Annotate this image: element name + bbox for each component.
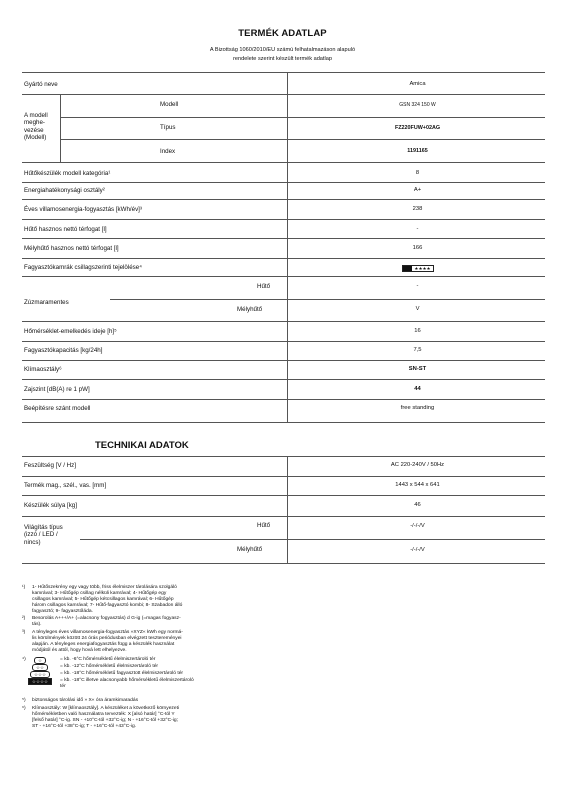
model-subdivider (60, 94, 61, 162)
voltage-value: AC 220-240V / 50Hz (390, 462, 445, 468)
annual-energy-value: 238 (412, 206, 423, 212)
footnote-5-mark: ⁵) (22, 698, 26, 703)
row-divider (22, 495, 545, 496)
row-divider (22, 276, 545, 277)
two-star-icon: ☆☆ (32, 664, 48, 671)
freezing-capacity-label: Fagyasztókapacitás [kg/24h] (24, 347, 103, 354)
fridge-net-value: - (416, 226, 419, 232)
fridge-net-label: Hűtő hasznos nettó térfogat [l] (24, 226, 107, 233)
category-value: 8 (415, 170, 420, 176)
footnote-4-line-2: = kb. -12°C hőmérsékletű élelmiszertároló tér (60, 664, 159, 669)
tech-title: TECHNIKAI ADATOK (95, 440, 189, 451)
annual-energy-label: Éves villamosenergia-fogyasztás [kWh/év]³ (24, 206, 142, 213)
footnote-1: 1- Hűtőszekrény egy vagy több, friss élelmiszer tárolására szolgáló kamrával; 3- Hűtőgép csillag nélküli kamrával; 4- Hűtőgép egy csillagos kamrával; 5- Hűtőgép kétcsillagos kamrával; 6- Hűtőgép három csillagos kamrával; 7- Hűtő-fagyasztó kombi; 8- Szabadon álló fagyasztó; 9- fagyasztóláda. (32, 585, 183, 615)
column-divider (287, 456, 288, 563)
noise-label: Zajszint [dB(A) re 1 pW] (24, 386, 90, 393)
nofrost-freezer-label: Mélyhűtő (237, 306, 263, 313)
row-divider (22, 238, 545, 239)
lighting-fridge-value: -/-/-/V (410, 523, 425, 529)
freezer-net-value: 166 (412, 245, 423, 251)
row-divider (110, 299, 545, 300)
nofrost-fridge-label: Hűtő (257, 283, 271, 290)
type-value: FZ220FUW+02AG (394, 125, 441, 131)
row-divider (22, 162, 545, 163)
row-divider (22, 341, 545, 342)
voltage-label: Feszültség [V / Hz] (24, 462, 76, 469)
one-star-icon: ☆ (34, 657, 46, 664)
freezing-capacity-value: 7,5 (413, 347, 422, 353)
dimensions-label: Termék mag., szél., vas. [mm] (24, 482, 107, 489)
nofrost-label: Zúzmaramentes (24, 299, 69, 306)
footnote-2: Besorolás A+++/A+ (=alacsony fogyasztás) d G-ig (=magas fogyasz- tás). (32, 616, 181, 628)
footnote-3-mark: ³) (22, 630, 26, 635)
star-rating-label: Fagyasztókamrák csillagszerinti tejelölése⁴ (24, 264, 142, 271)
dimensions-value: 1443 x 544 x 641 (395, 482, 440, 488)
climate-class-value: SN-ST (408, 366, 427, 372)
row-divider (22, 563, 545, 564)
row-divider (22, 182, 545, 183)
lighting-fridge-label: Hűtő (257, 522, 271, 529)
nofrost-freezer-value: V (415, 306, 420, 312)
row-divider (60, 117, 545, 118)
energy-class-label: Energiahatékonysági osztály² (24, 187, 105, 194)
category-label: Hűtőkészülék modell kategória¹ (24, 170, 111, 177)
row-divider (80, 539, 545, 540)
footnote-3: A tényleges éves villamosenergia-fogyasztás »XYZ« kWh egy normá- lis körülmények között 24 órás periódusban elvégzett tesztereményei alapján. A tényleges energiafogyasztás függ a készülék használat módjától és attól, hogy hová lett elhelyezve. (32, 630, 183, 654)
lighting-label: Világítás típus (izzó / LED / nincs) (24, 524, 63, 546)
row-divider (22, 321, 545, 322)
footnote-1-mark: ¹) (22, 585, 26, 590)
row-divider (22, 516, 545, 517)
index-value: 1191165 (407, 148, 428, 154)
lighting-freezer-label: Mélyhűtő (237, 546, 263, 553)
row-divider (22, 199, 545, 200)
builtin-value: free standing (400, 405, 435, 411)
star-rating-icon (402, 265, 434, 272)
temp-rise-label: Hőmérséklet-emelkedés ideje [h]⁵ (24, 328, 117, 335)
footnote-4-mark: ⁴) (22, 657, 26, 662)
footnote-5: biztonságos tárolási idő » X« óra áramkimaradás (32, 698, 139, 703)
star-rating-value: ★★★★ (414, 266, 431, 271)
row-divider (60, 139, 545, 140)
weight-value: 46 (414, 502, 421, 508)
four-star-icon: ☆☆☆☆ (28, 678, 52, 685)
noise-value: 44 (414, 386, 421, 392)
type-label: Típus (160, 124, 176, 131)
footnote-4-line-1: = kb. -6°C hőmérsékletű élelmiszertároló tér (60, 657, 156, 662)
row-divider (22, 476, 545, 477)
row-divider (22, 456, 545, 457)
footnote-4-line-3: = kb. -18°C hőmérsékletű fagyasztott élelmiszertároló tér (60, 671, 184, 676)
footnote-6: Klímaosztály: W [klímaosztály]. A készüléket a következő környezeti hőmérsékletben való használatra tervezték: X [alsó határ] °C-tól Y [felső határ] °C-ig. SN - +10°C-tól +32°C-ig; N - +16°C-tól +32°C-ig; ST - +16°C-tól +38°C-ig; T - +16°C-tól +43°C-ig. (32, 706, 180, 730)
row-divider (22, 258, 545, 259)
manufacturer-label: Gyártó neve (24, 81, 58, 88)
row-divider (22, 399, 545, 400)
row-divider (22, 360, 545, 361)
manufacturer-value: Amica (409, 81, 426, 87)
model-label: Modell (160, 101, 179, 108)
footnote-6-mark: ⁶) (22, 706, 26, 711)
footnote-2-mark: ²) (22, 616, 26, 621)
row-divider (22, 72, 545, 73)
model-value: GSN 324 150 W (399, 102, 436, 108)
energy-class-value: A+ (413, 187, 422, 193)
row-divider (22, 94, 545, 95)
index-label: Index (160, 148, 176, 155)
builtin-label: Beépítésre szánt modell (24, 405, 91, 412)
three-star-icon: ☆☆☆ (30, 671, 50, 678)
weight-label: Készülék súlya [kg] (24, 502, 77, 509)
star-block-icon (403, 266, 412, 271)
sheet-title: TERMÉK ADATLAP (238, 28, 327, 39)
row-divider (22, 219, 545, 220)
nofrost-fridge-value: - (416, 283, 419, 289)
row-divider (22, 379, 545, 380)
model-group-label: A modell meghe- vezése (Modell) (24, 112, 48, 142)
temp-rise-value: 16 (414, 328, 421, 334)
footnote-4-line-4: = kb. -18°C illetve alacsonyabb hőmérsékletű élelmiszertároló tér (60, 678, 194, 690)
climate-class-label: Klímaosztály⁶ (24, 366, 62, 373)
row-divider (22, 422, 545, 423)
sheet-subtitle-2: rendelete szerint készült termék adatlap (233, 56, 332, 62)
sheet-subtitle-1: A Bizottság 1060/2010/EU számú felhatalmazáson alapuló (209, 47, 356, 53)
column-divider (287, 72, 288, 422)
lighting-freezer-value: -/-/-/V (410, 547, 425, 553)
freezer-net-label: Mélyhűtő hasznos nettó térfogat [l] (24, 245, 119, 252)
